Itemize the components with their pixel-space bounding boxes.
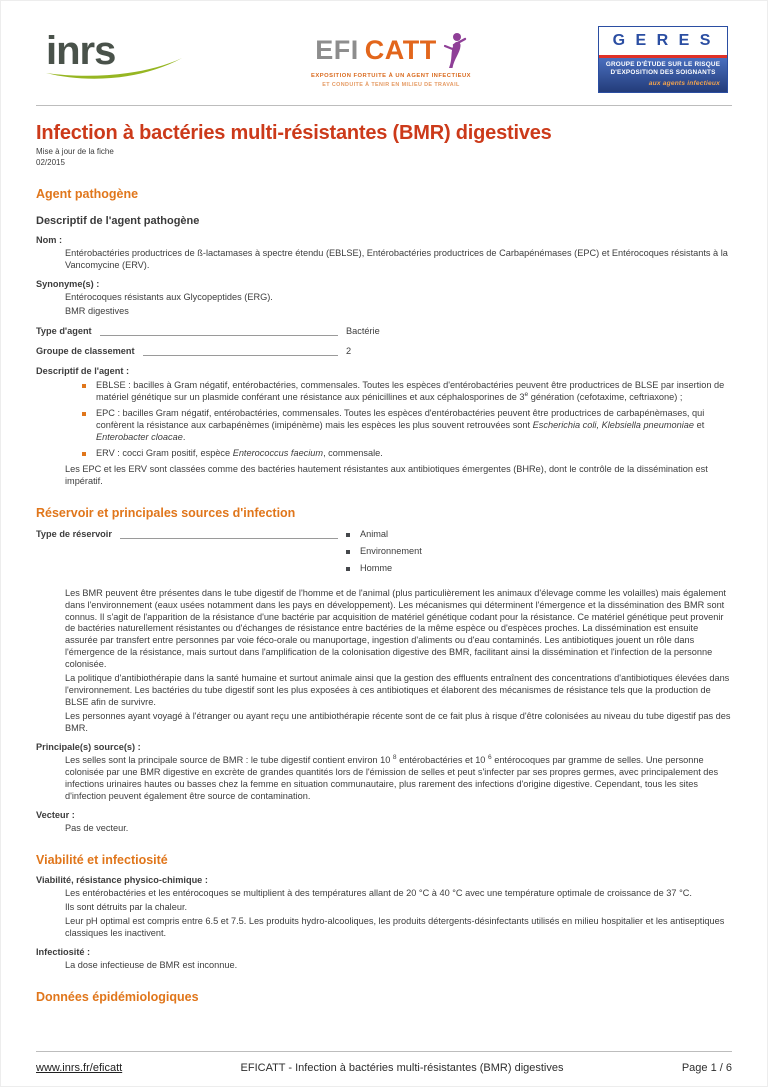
eficatt-wordmark-gray: EFI xyxy=(315,35,359,66)
value-text: Animal xyxy=(360,528,389,539)
field-label: Type d'agent xyxy=(36,326,92,337)
eficatt-wordmark-orange: CATT xyxy=(364,35,437,66)
update-date: 02/2015 xyxy=(36,158,65,168)
text-run: Les selles sont la principale source de BMR : le tube digestif contient environ 10 xyxy=(65,755,393,765)
field-left xyxy=(36,326,338,338)
bullet-square-icon xyxy=(346,550,350,554)
page-title: Infection à bactéries multi-résistantes (BMR) digestives xyxy=(36,121,552,144)
bullet-item xyxy=(82,448,732,460)
value-list-item xyxy=(346,563,422,575)
bullet-item xyxy=(82,408,732,444)
text-run: BMR digestives xyxy=(65,306,129,317)
text-run: Leur pH optimal est compris entre 6.5 et 7.5. Les produits hydro-alcooliques, les produits détergents-désinfectants utilisés en milieu hospitalier et les antiseptiques classiques les inactivent. xyxy=(65,915,725,938)
text-run: et xyxy=(694,419,705,430)
footer-link[interactable]: www.inrs.fr/eficatt xyxy=(36,1061,123,1074)
header-divider xyxy=(36,105,732,106)
section-heading: Agent pathogène xyxy=(36,186,139,201)
update-label: Mise à jour de la fiche xyxy=(36,146,114,156)
text-run: Les EPC et les ERV sont classées comme des bactéries hautement résistantes aux antibiotiques émergentes (BHRe), dont le contrôle de la dissémination est impératif. xyxy=(65,463,708,486)
paragraph xyxy=(65,306,732,318)
bullet-text xyxy=(96,448,383,460)
text-run: EPC : bacilles Gram négatif, entérobactéries, commensales. Toutes les espèces d'entérobactéries peuvent être productrices de carbapénèmases, qui confèrent la résistance aux carbapénèmes (imipénème) mais les espèces les plus souvent retrouvées sont xyxy=(96,407,705,430)
bullet-square-icon xyxy=(82,452,86,456)
text-run: Les entérobactéries et les entérocoques se multiplient à des températures allant de 20 °C à 40 °C avec une température optimale de croissance de 37 °C. xyxy=(65,887,692,898)
paragraph xyxy=(65,888,732,900)
field-label: Infectiosité : xyxy=(36,946,91,957)
geres-tagline-text: GROUPE D'ÉTUDE SUR LE RISQUE D'EXPOSITION DES SOIGNANTS xyxy=(605,60,721,77)
text-run: La politique d'antibiothérapie dans la santé humaine et surtout animale ainsi que la gestion des effluents entraînent des concentrations d'antibiotiques élevées dans l'environnement. Les bactéries du tube digestif sont les plus exposées à ces antibiotiques et élaborent des mécanismes de résistance tels que la production de BLSE afin de survivre. xyxy=(65,673,730,708)
paragraph xyxy=(65,902,732,914)
value-list-item xyxy=(346,529,422,541)
text-run: La dose infectieuse de BMR est inconnue. xyxy=(65,959,238,970)
eficatt-person-icon xyxy=(443,32,467,70)
field-label: Synonyme(s) : xyxy=(36,279,100,290)
text-run: génération (cefotaxime, ceftriaxone) ; xyxy=(528,391,683,402)
page-header xyxy=(0,0,768,103)
inrs-logo xyxy=(44,26,184,84)
bullet-square-icon xyxy=(346,533,350,537)
text-run: Pas de vecteur. xyxy=(65,822,129,833)
document-body xyxy=(36,186,732,1005)
text-run: EBLSE : bacilles à Gram négatif, entérobactéries, commensales. Toutes les espèces d'entérobactéries peuvent être productrices de BLSE par insertion de matériel génétique sur un plasmide conférant une résistance aux pénicillines et aux céphalosporines de 3 xyxy=(96,379,725,402)
geres-logo xyxy=(598,26,728,93)
footer-page-number: Page 1 / 6 xyxy=(681,1061,732,1074)
text-run: entérobactéries et 10 xyxy=(396,755,488,765)
value-list-item xyxy=(346,546,422,558)
field-label: Groupe de classement xyxy=(36,345,135,356)
bullet-text xyxy=(96,380,732,404)
bullet-square-icon xyxy=(82,384,86,388)
field-row xyxy=(36,346,732,358)
leader-line xyxy=(143,354,338,356)
leader-line xyxy=(120,537,338,539)
paragraph xyxy=(65,248,732,272)
leader-line xyxy=(100,334,338,336)
value-text: Environnement xyxy=(360,545,422,556)
field-value-list xyxy=(346,529,422,580)
field-value: Bactérie xyxy=(346,326,380,337)
paragraph xyxy=(65,960,732,972)
bullet-item xyxy=(82,380,732,404)
paragraph xyxy=(65,916,732,940)
inrs-wordmark: inrs xyxy=(46,29,116,73)
field-label: Descriptif de l'agent : xyxy=(36,365,130,376)
text-run: 6 xyxy=(487,753,492,761)
field-value: 2 xyxy=(346,345,352,356)
field-label: Viabilité, résistance physico-chimique : xyxy=(36,874,208,885)
text-run: Enterococcus faecium xyxy=(232,447,324,458)
paragraph xyxy=(65,755,732,803)
bullet-square-icon xyxy=(346,567,350,571)
bullet-list xyxy=(36,380,732,460)
eficatt-tagline-2: ET CONDUITE À TENIR EN MILIEU DE TRAVAIL xyxy=(322,81,460,88)
paragraph xyxy=(65,711,732,735)
field-label: Type de réservoir xyxy=(36,528,112,539)
text-run: e xyxy=(524,390,529,398)
text-run: . xyxy=(182,431,186,442)
text-run: , commensale. xyxy=(323,447,383,458)
bullet-square-icon xyxy=(82,412,86,416)
section-heading: Réservoir et principales sources d'infection xyxy=(36,505,296,520)
field-label: Nom : xyxy=(36,235,63,246)
field-row xyxy=(36,326,732,338)
paragraph xyxy=(65,673,732,709)
text-run: 8 xyxy=(392,753,397,761)
geres-wordmark: G E R E S xyxy=(612,32,714,49)
paragraph xyxy=(65,823,732,835)
geres-tagline xyxy=(599,58,727,92)
eficatt-tagline-1: EXPOSITION FORTUITE À UN AGENT INFECTIEUX xyxy=(310,73,472,79)
paragraph xyxy=(65,292,732,304)
text-run: Les personnes ayant voyagé à l'étranger ou ayant reçu une antibiothérapie récente sont de ce fait plus à risque d'être colonisées au niveau du tube digestif pas des BMR. xyxy=(65,711,731,734)
section-heading: Données épidémiologiques xyxy=(36,989,199,1004)
text-run: Les BMR peuvent être présentes dans le tube digestif de l'homme et de l'animal (plus particulièrement les animaux d'élevage comme les volailles) mais également dans l'environnement (eaux usées notamment dans les pays en développement). Les mécanismes qui déterminent l'émergence et la dissémination des BMR sont connus. Il s'agit de l'apparition de la résistance d'une bactérie par acquisition de matériel génétique codant pour la résistance. Ce matériel génétique peut provenir de bactéries naturellement résistantes ou d'échanges de résistance entre bactéries de la même espèce ou d'espèces proches. La dissémination est ensuite assurée par transfert entre personnes par voie féco-orale ou manuportage, ingestion d'aliments ou d'eau contaminés. Les antibiotiques jouent un rôle dans l'émergence de la résistance, mais surtout dans l'amplification de la colonisation digestive des BMR, facilitant ainsi la dissémination et l'infection de la personne colonisée. xyxy=(65,587,726,670)
footer-document-title: EFICATT - Infection à bactéries multi-résistantes (BMR) digestives xyxy=(240,1061,564,1074)
bullet-text xyxy=(96,408,732,444)
text-run: Ils sont détruits par la chaleur. xyxy=(65,901,188,912)
geres-subline: aux agents infectieux xyxy=(648,80,720,88)
eficatt-wordmark xyxy=(311,32,471,70)
text-run: ERV : cocci Gram positif, espèce xyxy=(96,447,233,458)
text-run: Entérobactéries productrices de ß-lactamases à spectre étendu (EBLSE), Entérobactéries productrices de Carbapénémases (EPC) et Entérocoques résistants à la Vancomycine (ERV). xyxy=(65,248,728,271)
field-row xyxy=(36,529,732,580)
text-run: Entérocoques résistants aux Glycopeptides (ERG). xyxy=(65,292,273,303)
text-run: Enterobacter cloacae xyxy=(96,431,183,442)
paragraph xyxy=(65,464,732,488)
inrs-logo-graphic xyxy=(44,26,184,84)
field-left xyxy=(36,346,338,358)
paragraph xyxy=(65,588,732,672)
field-label: Vecteur : xyxy=(36,809,75,820)
value-text: Homme xyxy=(360,562,393,573)
page-footer xyxy=(36,1051,732,1075)
text-run: Escherichia coli, Klebsiella pneumoniae xyxy=(532,419,695,430)
subsection-heading: Descriptif de l'agent pathogène xyxy=(36,215,200,227)
field-label: Principale(s) source(s) : xyxy=(36,742,141,753)
text-run: entérocoques par gramme de selles. Une personne colonisée par une BMR digestive en excrète de grandes quantités lors de l'émission de selles et peut s'infecter par ses propres germes, avec principalement des infections urinaires hautes ou basses chez la femme en situation communautaire, plus rarement des infections d'origine digestive. Cependant, tous les sites d'infection peuvent également être source de contamination. xyxy=(65,755,719,801)
field-left xyxy=(36,529,338,541)
eficatt-logo xyxy=(311,32,471,89)
section-heading: Viabilité et infectiosité xyxy=(36,852,168,867)
